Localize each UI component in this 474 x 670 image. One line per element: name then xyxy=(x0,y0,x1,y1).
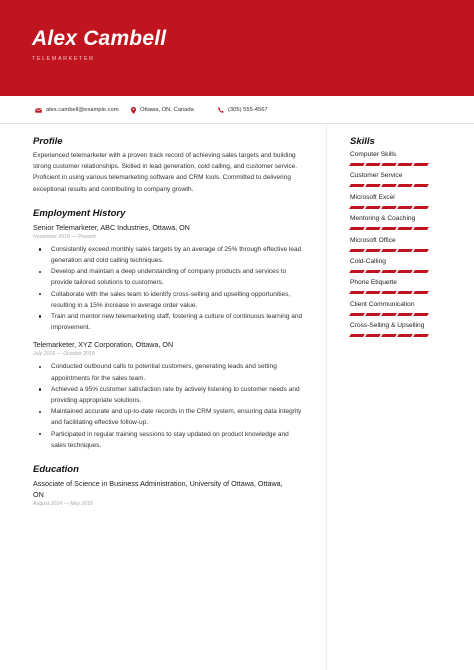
main-column xyxy=(33,136,305,508)
bullet-item: Conducted outbound calls to potential customers, generating leads and setting appointments for the sales team. xyxy=(33,361,305,383)
skill-level-bar xyxy=(350,184,428,187)
skill-level-segment xyxy=(365,270,381,273)
bullet-item: Consistently exceed monthly sales targets by an average of 25% through effective lead generation and cold calling techniques. xyxy=(33,244,305,266)
skill-level-segment xyxy=(349,184,365,187)
skill-level-segment xyxy=(397,313,413,316)
skill-item xyxy=(350,193,428,214)
skill-level-segment xyxy=(349,206,365,209)
employment-section xyxy=(33,208,305,451)
skills-heading: Skills xyxy=(350,136,375,147)
skill-name: Phone Etiquette xyxy=(350,279,397,287)
skill-level-segment xyxy=(413,184,429,187)
envelope-icon xyxy=(35,108,42,113)
skills-column xyxy=(350,136,428,343)
skill-item xyxy=(350,321,428,342)
skill-level-bar xyxy=(350,227,428,230)
skill-item xyxy=(350,214,428,235)
education-section xyxy=(33,464,305,508)
skill-level-segment xyxy=(365,313,381,316)
skill-name: Microsoft Excel xyxy=(350,193,395,201)
skill-level-segment xyxy=(365,206,381,209)
skill-item xyxy=(350,278,428,299)
skill-level-segment xyxy=(365,227,381,230)
profile-heading: Profile xyxy=(33,136,63,147)
skill-name: Microsoft Office xyxy=(350,236,396,244)
skill-level-segment xyxy=(397,270,413,273)
column-divider xyxy=(326,124,327,670)
candidate-title: TELEMARKETER xyxy=(32,56,95,62)
bullet-item: Train and mentor new telemarketing staff, fostering a culture of continuous learning and improvement. xyxy=(33,311,305,333)
profile-text: Experienced telemarketer with a proven track record of achieving sales targets and building strong customer relationships. Skilled in lead generation, cold calling, and customer service. Proficient in using various telemarketing software and CRM tools. Committed to delivering exceptional results and contributing to company growth. xyxy=(33,152,298,193)
skill-level-bar xyxy=(350,163,428,166)
candidate-name: Alex Cambell xyxy=(32,27,167,50)
skill-level-segment xyxy=(381,313,397,316)
skill-name: Client Communication xyxy=(350,300,415,308)
location-text: Ottawa, ON, Canada xyxy=(140,107,194,113)
contact-phone[interactable] xyxy=(218,104,268,116)
bullet-item: Collaborate with the sales team to identify cross-selling and upselling opportunities, resulting in a 15% increase in average order value. xyxy=(33,289,305,311)
skill-level-segment xyxy=(397,163,413,166)
skill-level-segment xyxy=(381,163,397,166)
skill-level-segment xyxy=(365,291,381,294)
employment-heading: Employment History xyxy=(33,207,126,219)
skill-item xyxy=(350,236,428,257)
skill-level-bar xyxy=(350,206,428,209)
skill-level-segment xyxy=(413,313,429,316)
skill-level-segment xyxy=(349,334,365,337)
skill-level-segment xyxy=(381,184,397,187)
skill-level-segment xyxy=(349,163,365,166)
skill-name: Cold-Calling xyxy=(350,257,386,265)
job-dates: July 2016 — October 2018 xyxy=(33,351,95,358)
job-title: Telemarketer, XYZ Corporation, Ottawa, ON xyxy=(33,340,174,350)
skill-level-segment xyxy=(381,334,397,337)
job-entry xyxy=(33,339,305,451)
skill-level-segment xyxy=(381,291,397,294)
skill-level-segment xyxy=(349,270,365,273)
skill-level-segment xyxy=(349,313,365,316)
skill-level-segment xyxy=(413,249,429,252)
skill-level-segment xyxy=(397,227,413,230)
education-dates: August 2014 — May 2016 xyxy=(33,501,93,508)
skill-name: Customer Service xyxy=(350,172,403,180)
skill-level-segment xyxy=(381,206,397,209)
job-bullets xyxy=(33,244,305,334)
job-title: Senior Telemarketer, ABC Industries, Ottawa, ON xyxy=(33,222,190,232)
skill-level-segment xyxy=(349,227,365,230)
bullet-item: Achieved a 95% customer satisfaction rate by actively listening to customer needs and providing appropriate solutions. xyxy=(33,384,305,406)
phone-icon xyxy=(218,107,224,113)
skill-level-bar xyxy=(350,313,428,316)
job-bullets xyxy=(33,361,305,451)
skill-level-segment xyxy=(413,206,429,209)
resume-header xyxy=(0,0,474,96)
job-dates: November 2018 — Present xyxy=(33,233,96,240)
skill-level-segment xyxy=(349,291,365,294)
skill-level-segment xyxy=(365,334,381,337)
skill-level-bar xyxy=(350,270,428,273)
skills-list xyxy=(350,150,428,343)
skill-level-segment xyxy=(413,163,429,166)
skill-level-segment xyxy=(413,227,429,230)
skill-level-segment xyxy=(365,184,381,187)
skill-level-segment xyxy=(397,291,413,294)
skill-level-segment xyxy=(413,291,429,294)
bullet-item: Develop and maintain a deep understanding of company products and services to provide tailored solutions to customers. xyxy=(33,266,305,288)
skill-level-segment xyxy=(365,163,381,166)
job-entry xyxy=(33,222,305,334)
skill-name: Mentoring & Coaching xyxy=(350,215,416,223)
skill-level-segment xyxy=(349,249,365,252)
skill-level-bar xyxy=(350,334,428,337)
skill-item xyxy=(350,300,428,321)
skill-level-segment xyxy=(397,206,413,209)
map-pin-icon xyxy=(131,107,136,114)
skill-name: Computer Skills xyxy=(350,151,397,158)
skill-name: Cross-Selling & Upselling xyxy=(350,322,425,330)
skill-item xyxy=(350,171,428,192)
education-degree: Associate of Science in Business Administration, University of Ottawa, Ottawa, ON xyxy=(33,479,283,500)
skill-item xyxy=(350,150,428,171)
skill-level-bar xyxy=(350,291,428,294)
bullet-item: Maintained accurate and up-to-date records in the CRM system, ensuring data integrity and facilitating effective follow-up. xyxy=(33,406,305,428)
skill-level-segment xyxy=(365,249,381,252)
skill-level-segment xyxy=(381,249,397,252)
contact-email[interactable] xyxy=(35,104,119,116)
skill-level-segment xyxy=(381,270,397,273)
skill-level-segment xyxy=(397,184,413,187)
skill-level-segment xyxy=(397,249,413,252)
skill-level-segment xyxy=(397,334,413,337)
skill-level-bar xyxy=(350,249,428,252)
skill-level-segment xyxy=(413,334,429,337)
contact-location xyxy=(131,104,194,116)
profile-section xyxy=(33,136,305,195)
phone-text: (305) 555-4567 xyxy=(228,107,268,113)
education-heading: Education xyxy=(33,464,79,476)
skill-level-segment xyxy=(413,270,429,273)
bullet-item: Participated in regular training sessions to stay updated on product knowledge and sales techniques. xyxy=(33,429,305,451)
skill-level-segment xyxy=(381,227,397,230)
header-divider xyxy=(0,123,474,124)
email-text: alex.cambell@example.com xyxy=(46,107,119,113)
skill-item xyxy=(350,257,428,278)
